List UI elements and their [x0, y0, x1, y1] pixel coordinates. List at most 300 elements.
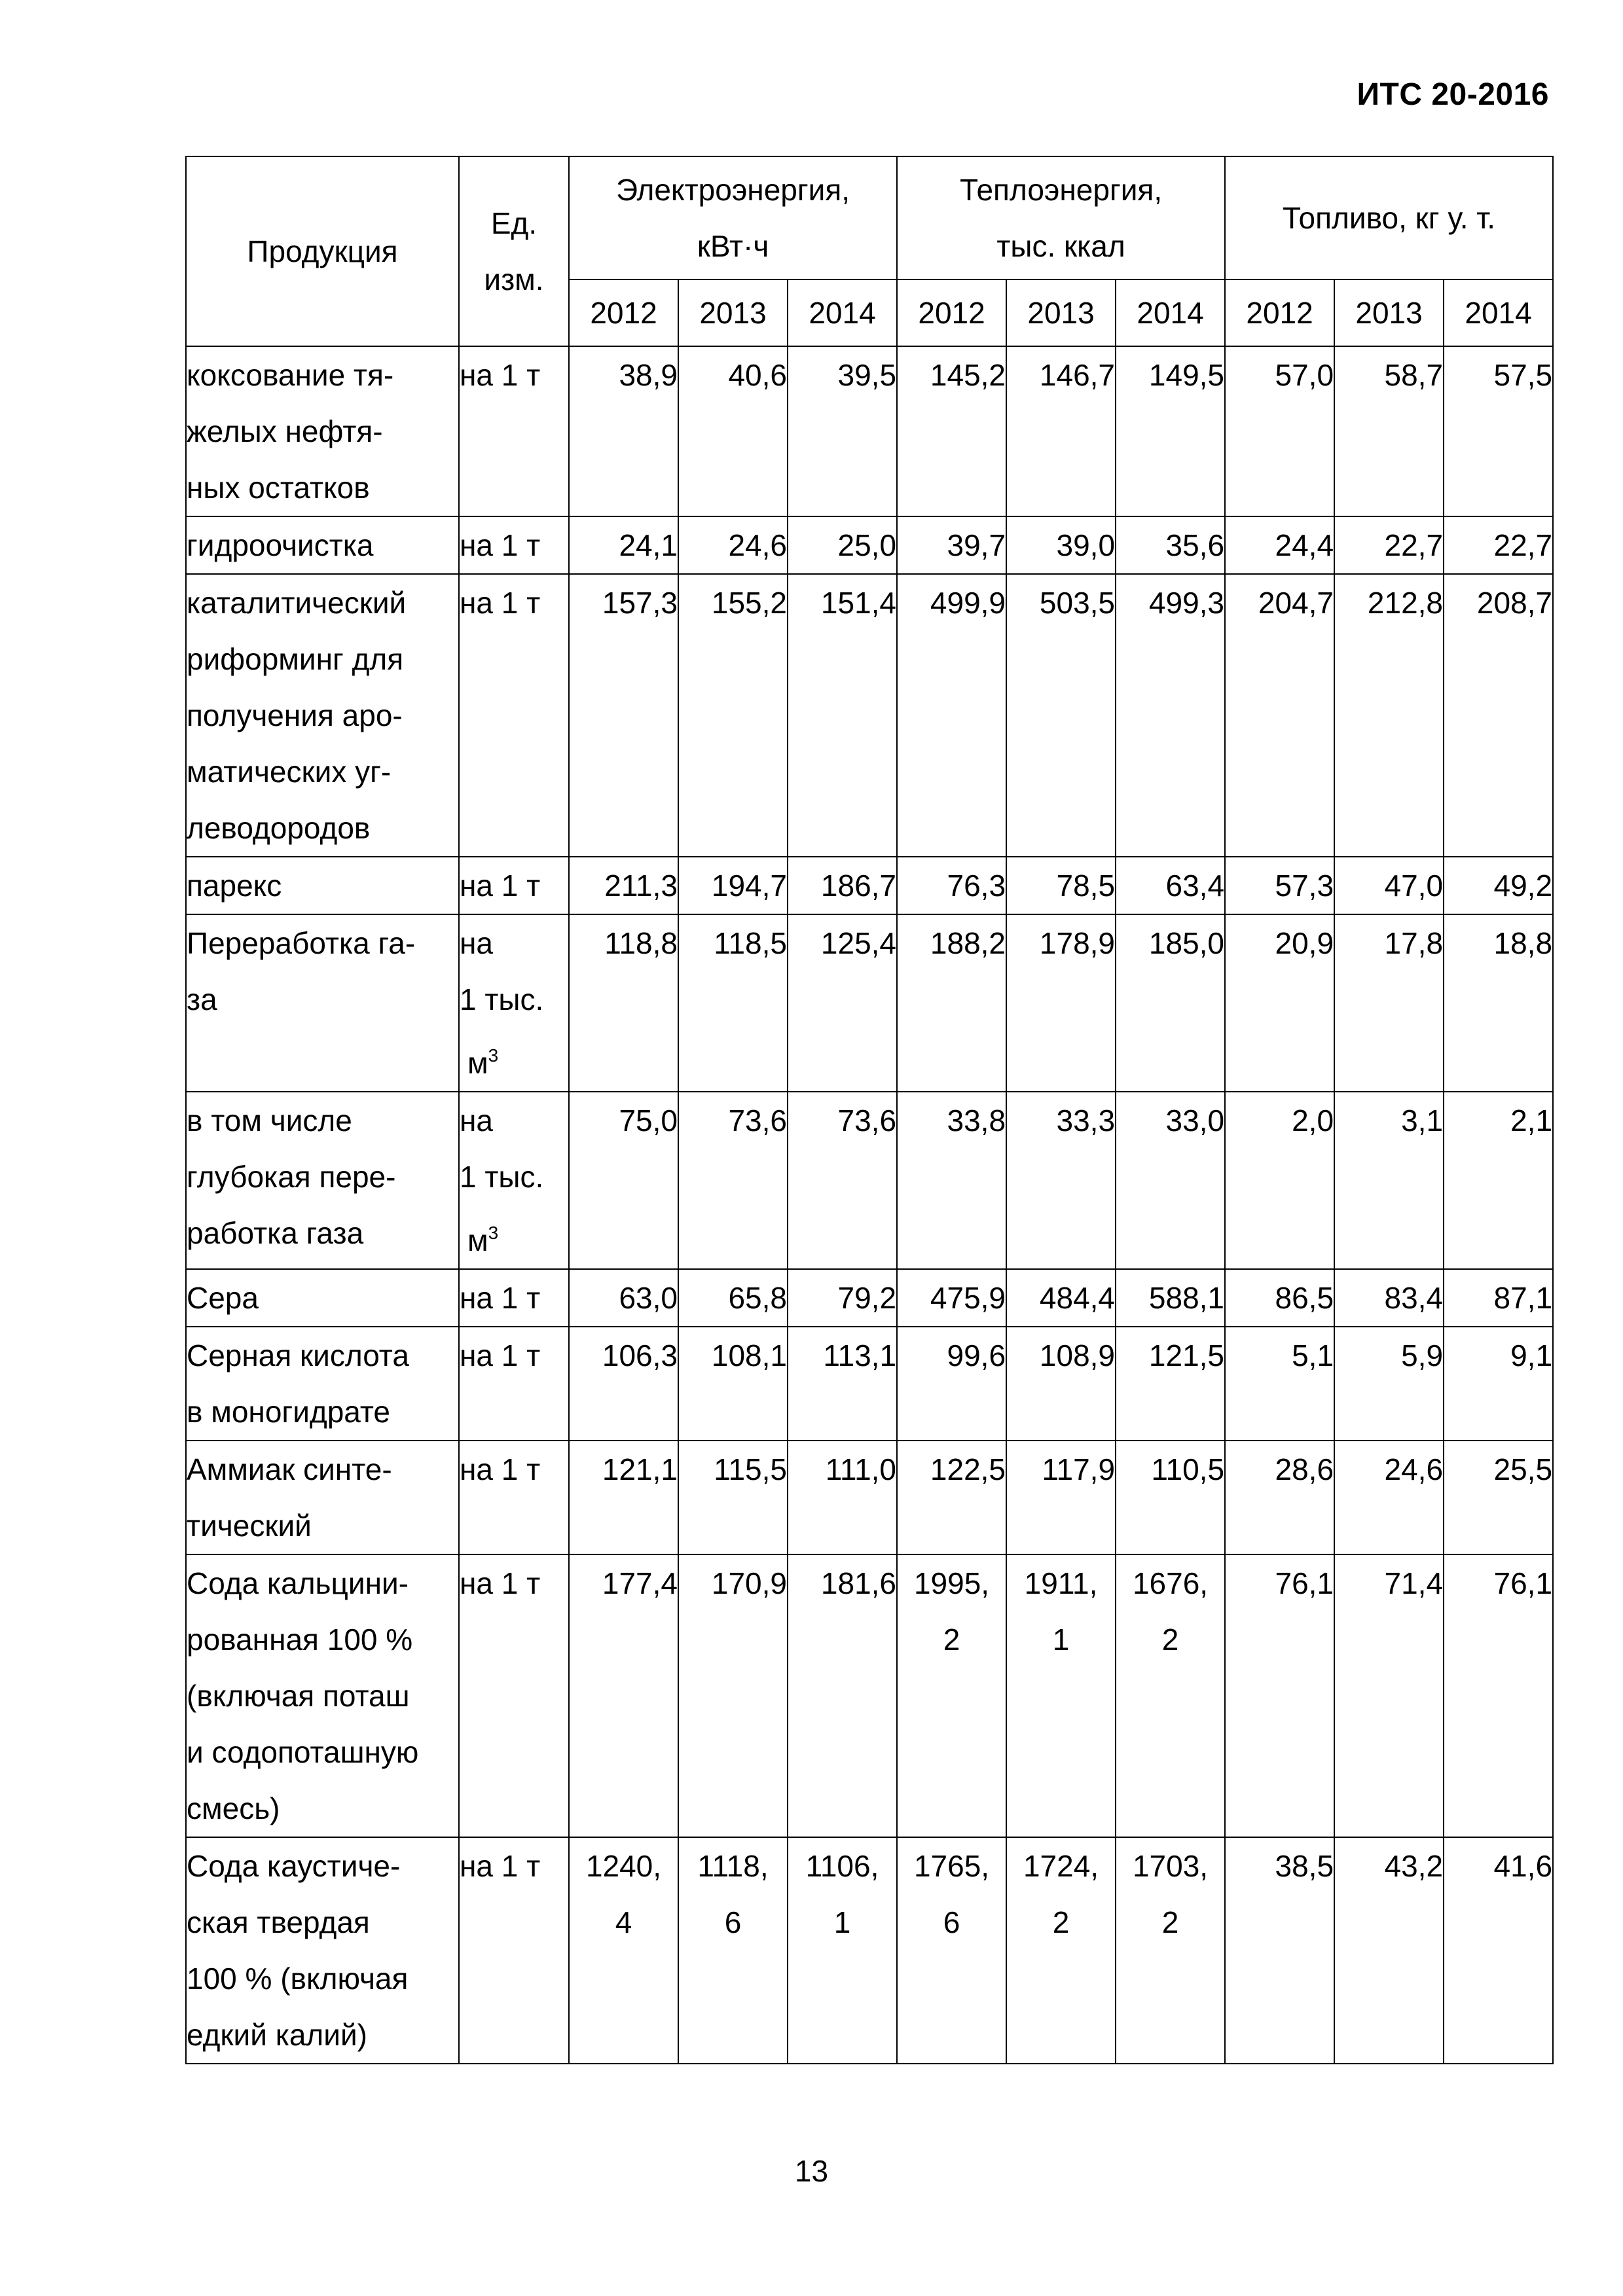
value-cell — [897, 516, 1006, 574]
value-cell — [1116, 914, 1225, 1092]
value-text: 1 — [833, 1905, 851, 1939]
value-cell — [1006, 914, 1116, 1092]
value-cell — [1444, 1269, 1553, 1327]
value-text: 121,5 — [1148, 1338, 1225, 1372]
value-cell — [678, 914, 788, 1092]
energy-consumption-table — [185, 156, 1554, 2064]
value-text: 1703, — [1132, 1849, 1209, 1883]
value-text: 39,7 — [947, 528, 1006, 562]
value-cell — [1334, 1837, 1444, 2064]
value-cell — [1225, 1441, 1334, 1554]
value-text: 2 — [1052, 1905, 1070, 1939]
value-cell — [569, 574, 678, 857]
value-text: 194,7 — [711, 869, 787, 903]
value-cell — [788, 346, 897, 516]
unit-text: на — [460, 926, 493, 960]
value-cell — [1225, 1554, 1334, 1837]
value-text: 6 — [724, 1905, 742, 1939]
value-cell — [788, 1441, 897, 1554]
document-code: ИТС 20-2016 — [1357, 77, 1549, 112]
value-cell — [788, 857, 897, 914]
unit-text-line — [460, 1555, 568, 1611]
value-cell — [678, 346, 788, 516]
product-text-line: гидроочистка — [187, 528, 374, 562]
product-text-line: риформинг для — [187, 642, 404, 676]
header-year: 2013 — [1334, 279, 1444, 346]
header-heat-line2: тыс. ккал — [996, 229, 1125, 263]
page-number: 13 — [794, 2154, 829, 2188]
unit-text: на 1 т — [460, 1566, 541, 1600]
value-cell — [788, 914, 897, 1092]
unit-text: 1 тыс. — [460, 982, 544, 1016]
value-cell — [897, 1441, 1006, 1554]
unit-text: на 1 т — [460, 1849, 541, 1883]
unit-text: м — [467, 1223, 488, 1257]
value-text: 38,9 — [619, 358, 678, 392]
value-text: 41,6 — [1493, 1849, 1553, 1883]
value-cell — [897, 346, 1006, 516]
unit-text: на 1 т — [460, 586, 541, 620]
value-cell — [788, 1092, 897, 1269]
product-cell — [186, 914, 459, 1092]
product-cell — [186, 1837, 459, 2064]
value-text: 87,1 — [1493, 1281, 1553, 1315]
header-unit-line2: изм. — [484, 262, 544, 296]
product-text-line: коксование тя- — [187, 358, 394, 392]
value-cell — [1006, 1837, 1116, 2064]
value-text: 1676, — [1132, 1566, 1209, 1600]
product-text-line: смесь) — [187, 1791, 280, 1825]
value-cell — [1006, 346, 1116, 516]
value-text: 186,7 — [820, 869, 897, 903]
value-text: 57,5 — [1493, 358, 1553, 392]
unit-superscript: 3 — [488, 1045, 499, 1066]
unit-cell — [459, 1441, 569, 1554]
value-text: 86,5 — [1275, 1281, 1334, 1315]
value-text: 1995, — [913, 1566, 990, 1600]
unit-cell — [459, 1554, 569, 1837]
table-row — [186, 914, 1553, 1092]
header-fuel — [1225, 156, 1553, 279]
value-text: 188,2 — [930, 926, 1006, 960]
product-text-line: Сода кальцини- — [187, 1566, 409, 1600]
value-text: 146,7 — [1039, 358, 1116, 392]
value-cell — [678, 1837, 788, 2064]
value-cell — [1116, 857, 1225, 914]
value-text: 177,4 — [602, 1566, 678, 1600]
value-text: 33,8 — [947, 1103, 1006, 1138]
value-cell — [1444, 857, 1553, 914]
value-text: 211,3 — [604, 869, 678, 903]
value-text: 108,1 — [711, 1338, 787, 1372]
value-cell — [1444, 1327, 1553, 1441]
value-text: 28,6 — [1275, 1452, 1334, 1486]
product-text-line: матических уг- — [187, 755, 392, 789]
value-text: 106,3 — [602, 1338, 678, 1372]
value-cell — [1006, 1554, 1116, 1837]
product-text-line: ская твердая — [187, 1905, 370, 1939]
value-cell — [1225, 1837, 1334, 2064]
value-text: 18,8 — [1493, 926, 1553, 960]
value-cell — [1334, 1269, 1444, 1327]
value-cell — [1225, 857, 1334, 914]
value-cell — [1444, 1554, 1553, 1837]
value-cell — [1444, 346, 1553, 516]
header-electricity-line2: кВт·ч — [697, 229, 769, 263]
value-cell — [1006, 857, 1116, 914]
product-cell — [186, 574, 459, 857]
value-text: 78,5 — [1056, 869, 1116, 903]
value-text: 39,5 — [837, 358, 897, 392]
value-cell — [1444, 1092, 1553, 1269]
value-cell — [1225, 914, 1334, 1092]
value-cell — [897, 914, 1006, 1092]
table-row — [186, 1269, 1553, 1327]
value-cell — [897, 574, 1006, 857]
value-text: 73,6 — [837, 1103, 897, 1138]
value-cell — [1334, 914, 1444, 1092]
value-cell — [1116, 1554, 1225, 1837]
product-text-line: каталитический — [187, 586, 407, 620]
value-text: 63,4 — [1165, 869, 1225, 903]
value-text: 3,1 — [1401, 1103, 1444, 1138]
value-cell — [1116, 1327, 1225, 1441]
value-text: 33,3 — [1056, 1103, 1116, 1138]
table-row — [186, 857, 1553, 914]
value-text: 9,1 — [1510, 1338, 1553, 1372]
value-text: 113,1 — [823, 1338, 897, 1372]
unit-text: на — [460, 1103, 493, 1138]
product-text-line: (включая поташ — [187, 1679, 410, 1713]
value-cell — [1225, 346, 1334, 516]
value-text: 115,5 — [714, 1452, 787, 1486]
value-cell — [1444, 574, 1553, 857]
product-cell — [186, 346, 459, 516]
value-text: 149,5 — [1148, 358, 1225, 392]
unit-text: на 1 т — [460, 1452, 541, 1486]
value-cell — [788, 1837, 897, 2064]
product-text-line: рованная 100 % — [187, 1623, 413, 1657]
product-text-line: ных остатков — [187, 471, 370, 505]
value-text: 121,1 — [602, 1452, 678, 1486]
table-row — [186, 346, 1553, 516]
value-text: 155,2 — [711, 586, 787, 620]
value-cell — [897, 1837, 1006, 2064]
unit-text-line — [460, 1092, 568, 1149]
unit-text-line — [460, 347, 568, 403]
unit-cell — [459, 1269, 569, 1327]
header-year: 2014 — [1444, 279, 1553, 346]
value-text: 588,1 — [1148, 1281, 1225, 1315]
value-text: 47,0 — [1384, 869, 1444, 903]
unit-text-line — [460, 1838, 568, 1894]
value-text: 4 — [615, 1905, 632, 1939]
value-text: 2,0 — [1292, 1103, 1334, 1138]
value-text: 1106, — [805, 1849, 879, 1883]
value-text: 125,4 — [820, 926, 897, 960]
value-text: 157,3 — [602, 586, 678, 620]
value-cell — [569, 1554, 678, 1837]
value-text: 39,0 — [1056, 528, 1116, 562]
value-text: 118,5 — [714, 926, 787, 960]
value-text: 25,5 — [1493, 1452, 1553, 1486]
value-text: 76,3 — [947, 869, 1006, 903]
product-text-line: желых нефтя- — [187, 414, 383, 448]
value-cell — [569, 1269, 678, 1327]
value-text: 76,1 — [1493, 1566, 1553, 1600]
value-cell — [678, 857, 788, 914]
product-cell — [186, 857, 459, 914]
value-text: 484,4 — [1039, 1281, 1116, 1315]
product-text-line: за — [187, 982, 217, 1016]
unit-text: на 1 т — [460, 358, 541, 392]
value-cell — [569, 346, 678, 516]
value-text: 99,6 — [947, 1338, 1006, 1372]
value-cell — [1006, 1441, 1116, 1554]
value-text: 2,1 — [1510, 1103, 1553, 1138]
value-text: 181,6 — [820, 1566, 897, 1600]
value-cell — [1116, 346, 1225, 516]
value-text: 40,6 — [728, 358, 787, 392]
value-text: 108,9 — [1039, 1338, 1116, 1372]
value-text: 79,2 — [837, 1281, 897, 1315]
value-cell — [678, 1441, 788, 1554]
unit-text-line — [460, 857, 568, 914]
table-row — [186, 1441, 1553, 1554]
value-text: 33,0 — [1165, 1103, 1225, 1138]
value-cell — [1116, 1441, 1225, 1554]
value-text: 170,9 — [711, 1566, 787, 1600]
value-cell — [788, 1327, 897, 1441]
unit-text: на 1 т — [460, 1338, 541, 1372]
value-cell — [1116, 516, 1225, 574]
value-cell — [897, 1554, 1006, 1837]
product-text-line: парекс — [187, 869, 282, 903]
unit-text: на 1 т — [460, 528, 541, 562]
unit-cell — [459, 1092, 569, 1269]
value-text: 22,7 — [1384, 528, 1444, 562]
value-cell — [569, 857, 678, 914]
value-cell — [1116, 1092, 1225, 1269]
value-text: 151,4 — [820, 586, 897, 620]
value-text: 83,4 — [1384, 1281, 1444, 1315]
product-text-line: в том числе — [187, 1103, 352, 1138]
value-cell — [1116, 1269, 1225, 1327]
value-text: 73,6 — [728, 1103, 787, 1138]
value-text: 5,9 — [1401, 1338, 1444, 1372]
value-cell — [1006, 516, 1116, 574]
product-text-line: Серная кислота — [187, 1338, 409, 1372]
value-cell — [1116, 1837, 1225, 2064]
unit-cell — [459, 857, 569, 914]
value-cell — [1444, 1441, 1553, 1554]
header-electricity — [569, 156, 897, 279]
value-cell — [569, 1441, 678, 1554]
value-cell — [1006, 1327, 1116, 1441]
product-text-line: Переработка га- — [187, 926, 416, 960]
value-text: 76,1 — [1275, 1566, 1334, 1600]
unit-text-line — [460, 1270, 568, 1326]
product-cell — [186, 1327, 459, 1441]
product-text-line: 100 % (включая — [187, 1962, 409, 1996]
value-cell — [1334, 1554, 1444, 1837]
value-cell — [1334, 857, 1444, 914]
table-row — [186, 516, 1553, 574]
value-cell — [897, 1327, 1006, 1441]
unit-superscript: 3 — [488, 1223, 499, 1243]
unit-cell — [459, 346, 569, 516]
product-cell — [186, 1269, 459, 1327]
value-cell — [1225, 574, 1334, 857]
value-text: 65,8 — [728, 1281, 787, 1315]
value-text: 208,7 — [1476, 586, 1553, 620]
value-text: 1118, — [697, 1849, 769, 1883]
value-cell — [678, 574, 788, 857]
value-text: 49,2 — [1493, 869, 1553, 903]
value-cell — [788, 1554, 897, 1837]
value-text: 6 — [943, 1905, 960, 1939]
value-cell — [1225, 1327, 1334, 1441]
header-year: 2012 — [569, 279, 678, 346]
value-text: 1240, — [585, 1849, 662, 1883]
value-cell — [1006, 574, 1116, 857]
header-year: 2014 — [788, 279, 897, 346]
unit-text-line — [460, 1028, 568, 1091]
value-cell — [1225, 516, 1334, 574]
value-cell — [1444, 914, 1553, 1092]
table-row — [186, 1837, 1553, 2064]
value-text: 25,0 — [837, 528, 897, 562]
value-cell — [678, 516, 788, 574]
value-text: 212,8 — [1367, 586, 1444, 620]
unit-cell — [459, 516, 569, 574]
value-text: 57,0 — [1275, 358, 1334, 392]
value-text: 24,6 — [728, 528, 787, 562]
value-text: 63,0 — [619, 1281, 678, 1315]
product-cell — [186, 1092, 459, 1269]
value-text: 110,5 — [1151, 1452, 1225, 1486]
value-text: 1 — [1052, 1623, 1070, 1657]
product-cell — [186, 1441, 459, 1554]
unit-text: на 1 т — [460, 869, 541, 903]
value-text: 499,9 — [930, 586, 1006, 620]
value-text: 178,9 — [1039, 926, 1116, 960]
value-cell — [569, 1327, 678, 1441]
unit-text: на 1 т — [460, 1281, 541, 1315]
unit-text-line — [460, 517, 568, 573]
value-cell — [569, 516, 678, 574]
value-cell — [678, 1269, 788, 1327]
value-cell — [569, 914, 678, 1092]
value-text: 111,0 — [825, 1452, 897, 1486]
product-text-line: леводородов — [187, 811, 371, 845]
value-text: 2 — [943, 1623, 960, 1657]
value-cell — [1334, 346, 1444, 516]
value-text: 1765, — [913, 1849, 990, 1883]
value-cell — [1006, 1269, 1116, 1327]
unit-text-line — [460, 1205, 568, 1268]
table-row — [186, 1554, 1553, 1837]
value-text: 24,1 — [619, 528, 678, 562]
value-text: 75,0 — [619, 1103, 678, 1138]
value-cell — [1225, 1092, 1334, 1269]
value-text: 22,7 — [1493, 528, 1553, 562]
value-text: 24,4 — [1275, 528, 1334, 562]
unit-text: 1 тыс. — [460, 1160, 544, 1194]
product-cell — [186, 516, 459, 574]
value-text: 117,9 — [1042, 1452, 1116, 1486]
value-text: 17,8 — [1384, 926, 1444, 960]
unit-cell — [459, 1327, 569, 1441]
value-text: 475,9 — [930, 1281, 1006, 1315]
product-text-line: Аммиак синте- — [187, 1452, 392, 1486]
table-row — [186, 1092, 1553, 1269]
value-text: 58,7 — [1384, 358, 1444, 392]
table-row — [186, 1327, 1553, 1441]
unit-text-line — [460, 915, 568, 971]
unit-text-line — [460, 1327, 568, 1384]
unit-cell — [459, 574, 569, 857]
value-cell — [897, 1269, 1006, 1327]
unit-text-line — [460, 971, 568, 1028]
value-cell — [1444, 516, 1553, 574]
header-year: 2013 — [678, 279, 788, 346]
header-year: 2012 — [897, 279, 1006, 346]
product-text-line: получения аро- — [187, 698, 403, 732]
value-cell — [569, 1837, 678, 2064]
value-cell — [678, 1554, 788, 1837]
value-text: 57,3 — [1275, 869, 1334, 903]
table-body — [186, 346, 1553, 2064]
value-text: 35,6 — [1165, 528, 1225, 562]
header-heat — [897, 156, 1225, 279]
unit-text-line — [460, 1441, 568, 1498]
value-text: 71,4 — [1384, 1566, 1444, 1600]
value-cell — [1116, 574, 1225, 857]
value-text: 2 — [1161, 1905, 1179, 1939]
value-text: 1911, — [1024, 1566, 1098, 1600]
value-cell — [788, 516, 897, 574]
value-text: 5,1 — [1292, 1338, 1334, 1372]
value-text: 122,5 — [930, 1452, 1006, 1486]
header-unit-line1: Ед. — [490, 206, 538, 240]
header-unit — [459, 156, 569, 346]
value-cell — [788, 1269, 897, 1327]
header-product — [186, 156, 459, 346]
value-cell — [1225, 1269, 1334, 1327]
value-cell — [897, 1092, 1006, 1269]
header-heat-line1: Теплоэнергия, — [959, 173, 1163, 207]
header-fuel-label: Топливо, кг у. т. — [1283, 201, 1496, 235]
value-text: 1724, — [1023, 1849, 1099, 1883]
unit-cell — [459, 914, 569, 1092]
header-product-label: Продукция — [247, 234, 398, 268]
value-cell — [678, 1327, 788, 1441]
value-text: 24,6 — [1384, 1452, 1444, 1486]
value-cell — [1334, 1327, 1444, 1441]
product-text-line: работка газа — [187, 1216, 364, 1250]
value-text: 2 — [1161, 1623, 1179, 1657]
unit-text-line — [460, 1149, 568, 1205]
value-text: 145,2 — [930, 358, 1006, 392]
header-year: 2013 — [1006, 279, 1116, 346]
value-cell — [569, 1092, 678, 1269]
value-cell — [1334, 574, 1444, 857]
value-text: 499,3 — [1148, 586, 1225, 620]
product-cell — [186, 1554, 459, 1837]
table-row — [186, 574, 1553, 857]
value-cell — [1334, 1092, 1444, 1269]
